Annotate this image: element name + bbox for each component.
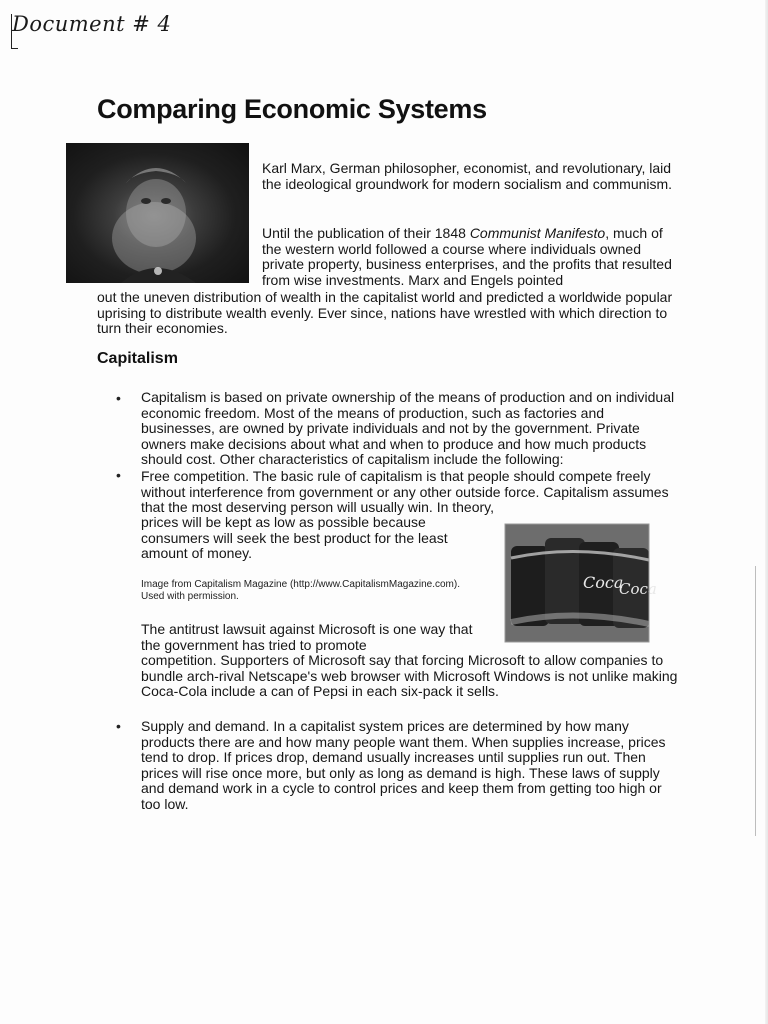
karl-marx-portrait-image (66, 143, 249, 283)
can-logo: Coca (583, 573, 624, 592)
handwritten-document-label: Document # 4 (12, 12, 172, 36)
scan-artifact-line (755, 566, 756, 836)
intro-paragraph-2-start: Until the publication of their 1848 (262, 225, 470, 241)
document-title: Comparing Economic Systems (97, 94, 487, 124)
coca-cola-cans-image (505, 524, 657, 642)
can-logo: Coca (619, 580, 657, 598)
intro-paragraph-2-end: , much of the western world followed a course where individuals owned private property, business enterprises, and the profits that resulted from wise investments. Marx and Engels pointed (262, 225, 672, 288)
bullet-free-competition-continued: prices will be kept as low as possible because consumers will seek the best product for the least amount of money. (141, 514, 448, 562)
bullet-supply-and-demand: Supply and demand. In a capitalist system prices are determined by how many products there are and how many people want them. When supplies increase, prices tend to drop. If prices drop, demand usually increases until supplies run out. Then prices will rise once more, but only as long as demand is high. These laws of supply and demand work in a cycle to control prices and keep them from getting too high or too low. (141, 718, 666, 812)
intro-paragraph-1: Karl Marx, German philosopher, economist, and revolutionary, laid the ideological groundwork for modern socialism and communism. (262, 160, 673, 192)
bullet-private-ownership: Capitalism is based on private ownership of the means of production and on individual economic freedom. Most of the means of production, such as factories and businesses, are owned by private individuals and not by the government. Private owners make decisions about what and when to produce and how much products should cost. Other characteristics of capitalism include the following: (141, 389, 675, 468)
intro-paragraph-2-continued: out the uneven distribution of wealth in the capitalist world and predicted a worldwide popular uprising to distribute wealth evenly. Ever since, nations have wrestled with which direction to turn their economies. (97, 289, 673, 337)
capitalism-heading: Capitalism (97, 350, 178, 367)
bullet-marker: • (116, 718, 121, 734)
intro-paragraph-2 (262, 226, 682, 288)
bullet-marker: • (116, 390, 121, 406)
image-caption: Image from Capitalism Magazine (http://www.CapitalismMagazine.com). Used with permission. (141, 579, 460, 602)
cans-illustration (505, 524, 657, 642)
portrait-illustration (66, 143, 249, 283)
bullet-marker: • (116, 467, 121, 483)
antitrust-paragraph-continued: competition. Supporters of Microsoft say that forcing Microsoft to allow companies to bundle arch-rival Netscape's web browser with Microsoft Windows is not unlike making Coca-Cola include a can of Pepsi in each six-pack it sells. (141, 652, 678, 700)
bullet-free-competition: Free competition. The basic rule of capitalism is that people should compete freely without interference from government or any other outside force. Capitalism assumes that the most deserving person will usually win. In theory, (141, 468, 669, 516)
antitrust-paragraph: The antitrust lawsuit against Microsoft is one way that the government has tried to promote (141, 621, 473, 653)
communist-manifesto-title: Communist Manifesto (469, 225, 606, 241)
